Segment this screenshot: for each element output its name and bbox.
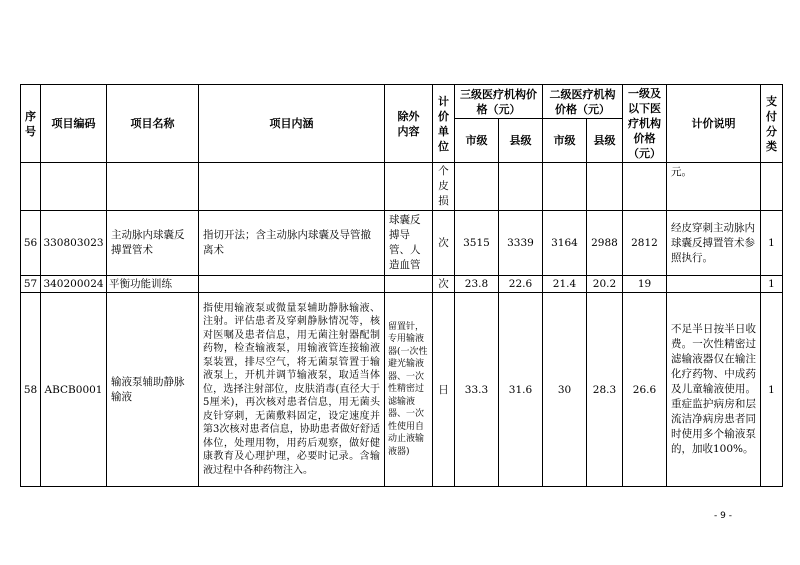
cell-seq: 57 bbox=[21, 276, 41, 293]
table-row bbox=[21, 293, 783, 487]
cell-seq: 58 bbox=[21, 293, 41, 487]
cell-l3-county bbox=[499, 163, 543, 211]
cell-content: 指切开法；含主动脉内球囊及导管撤离术 bbox=[199, 211, 385, 276]
cell-l3-county: 3339 bbox=[499, 211, 543, 276]
cell-l2-county bbox=[587, 163, 623, 211]
cell-seq bbox=[21, 163, 41, 211]
cell-exclusions: 球囊反搏导管、人造血管 bbox=[385, 211, 433, 276]
cell-seq: 56 bbox=[21, 211, 41, 276]
cell-l1: 26.6 bbox=[623, 293, 667, 487]
cell-unit: 个皮损 bbox=[433, 163, 455, 211]
cell-name: 平衡功能训练 bbox=[107, 276, 199, 293]
header-l2-county: 县级 bbox=[587, 119, 623, 163]
header-seq: 序号 bbox=[21, 85, 41, 163]
cell-l1: 2812 bbox=[623, 211, 667, 276]
cell-l1 bbox=[623, 163, 667, 211]
cell-l2-county: 20.2 bbox=[587, 276, 623, 293]
cell-l3-county: 31.6 bbox=[499, 293, 543, 487]
cell-unit: 日 bbox=[433, 293, 455, 487]
header-l3-county: 县级 bbox=[499, 119, 543, 163]
cell-l2-city bbox=[543, 163, 587, 211]
table-row bbox=[21, 276, 783, 293]
cell-notes: 不足半日按半日收费。一次性精密过滤输液器仅在输注化疗药物、中成药及儿童输液使用。重症监护病房和层流洁净病房患者同时使用多个输液泵的，加收100%。 bbox=[667, 293, 761, 487]
table-row bbox=[21, 163, 783, 211]
header-level3: 三级医疗机构价格（元） bbox=[455, 85, 543, 119]
table-row bbox=[21, 211, 783, 276]
cell-l2-city: 3164 bbox=[543, 211, 587, 276]
cell-content bbox=[199, 276, 385, 293]
header-unit: 计价单位 bbox=[433, 85, 455, 163]
cell-payment: 1 bbox=[761, 293, 783, 487]
cell-code: 340200024 bbox=[41, 276, 107, 293]
cell-content bbox=[199, 163, 385, 211]
header-level1: 一级及以下医疗机构价格（元） bbox=[623, 85, 667, 163]
cell-l2-city: 30 bbox=[543, 293, 587, 487]
cell-payment: 1 bbox=[761, 276, 783, 293]
cell-payment bbox=[761, 163, 783, 211]
cell-name: 输液泵辅助静脉输液 bbox=[107, 293, 199, 487]
price-table bbox=[20, 84, 783, 487]
header-l3-city: 市级 bbox=[455, 119, 499, 163]
cell-content: 指使用输液泵或微量泵辅助静脉输液、注射。评估患者及穿刺静脉情况等，核对医嘱及患者信息，用无菌注射器配制药物，检查输液泵，用输液管连接输液泵装置，排尽空气，将无菌泵管置于输液泵上，开机并调节输液泵，取适当体位，选择注射部位，皮肤消毒(直径大于5厘米)，再次核对患者信息，用无菌头皮针穿刺，无菌敷料固定，设定速度并第3次核对患者信息，协助患者做好舒适体位，处理用物，用药后观察，做好健康教育及心理护理，必要时记录。含输液过程中各种药物注入。 bbox=[199, 293, 385, 487]
cell-name: 主动脉内球囊反搏置管术 bbox=[107, 211, 199, 276]
cell-unit: 次 bbox=[433, 276, 455, 293]
header-notes: 计价说明 bbox=[667, 85, 761, 163]
cell-notes: 元。 bbox=[667, 163, 761, 211]
cell-l2-county: 28.3 bbox=[587, 293, 623, 487]
header-name: 项目名称 bbox=[107, 85, 199, 163]
cell-exclusions bbox=[385, 163, 433, 211]
cell-l2-city: 21.4 bbox=[543, 276, 587, 293]
cell-notes: 经皮穿刺主动脉内球囊反搏置管术参照执行。 bbox=[667, 211, 761, 276]
header-content: 项目内涵 bbox=[199, 85, 385, 163]
cell-l3-city: 23.8 bbox=[455, 276, 499, 293]
header-code: 项目编码 bbox=[41, 85, 107, 163]
header-payment: 支付分类 bbox=[761, 85, 783, 163]
cell-unit: 次 bbox=[433, 211, 455, 276]
cell-code: ABCB0001 bbox=[41, 293, 107, 487]
page-number: - 9 - bbox=[714, 511, 732, 521]
cell-l1: 19 bbox=[623, 276, 667, 293]
cell-code: 330803023 bbox=[41, 211, 107, 276]
cell-l3-city: 3515 bbox=[455, 211, 499, 276]
cell-l3-city: 33.3 bbox=[455, 293, 499, 487]
cell-exclusions bbox=[385, 276, 433, 293]
cell-payment: 1 bbox=[761, 211, 783, 276]
cell-l2-county: 2988 bbox=[587, 211, 623, 276]
cell-l3-county: 22.6 bbox=[499, 276, 543, 293]
cell-code bbox=[41, 163, 107, 211]
cell-notes bbox=[667, 276, 761, 293]
header-l2-city: 市级 bbox=[543, 119, 587, 163]
header-exclusions: 除外内容 bbox=[385, 85, 433, 163]
header-level2: 二级医疗机构价格（元） bbox=[543, 85, 623, 119]
cell-name bbox=[107, 163, 199, 211]
cell-l3-city bbox=[455, 163, 499, 211]
cell-exclusions: 留置针，专用输液器(一次性避光输液器、一次性精密过滤输液器、一次性使用自动止液输液器) bbox=[385, 293, 433, 487]
